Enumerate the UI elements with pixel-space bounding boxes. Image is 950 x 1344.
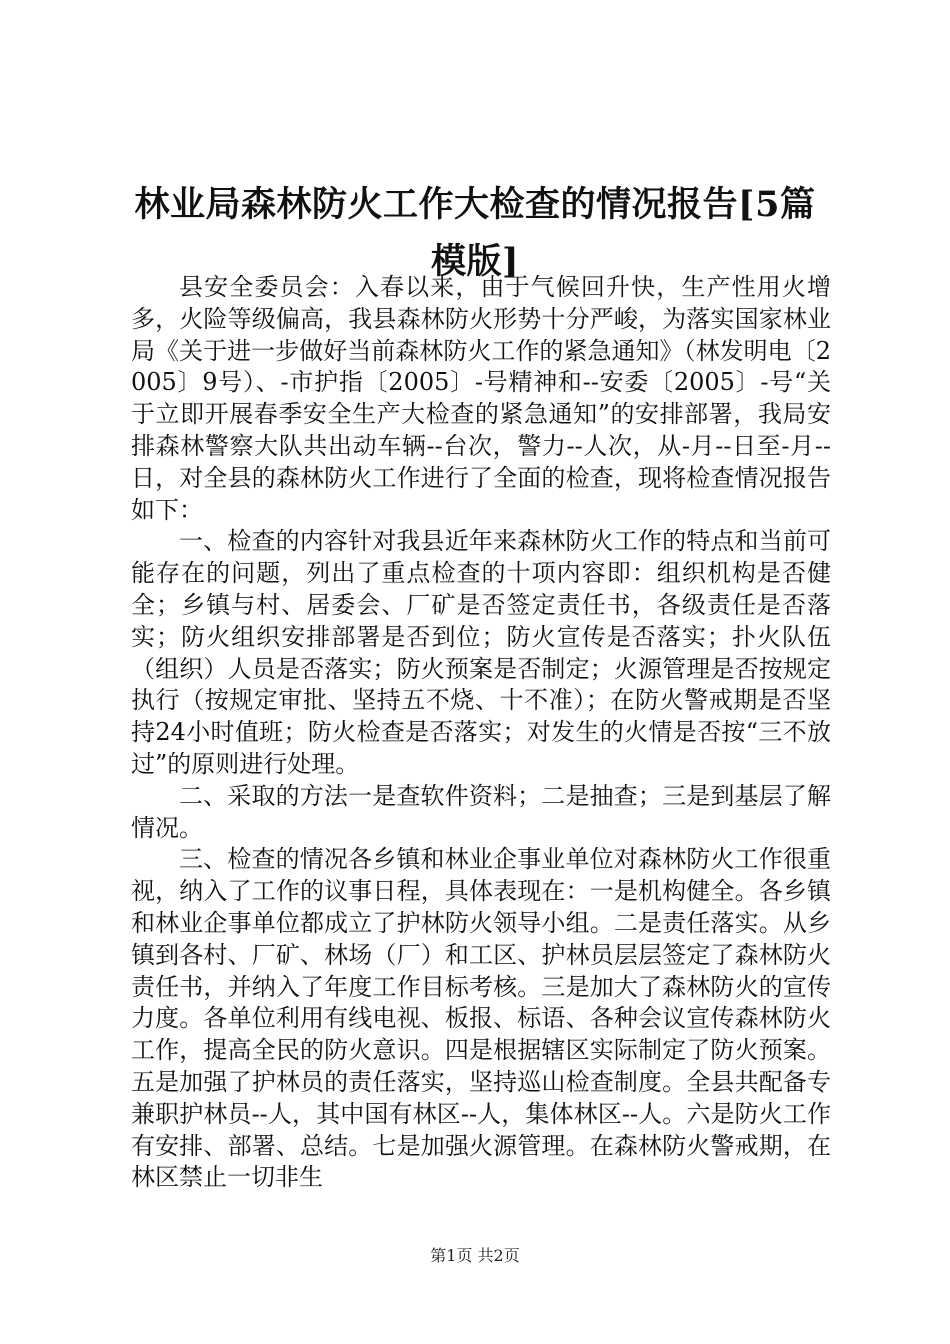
paragraph-section-3: 三、检查的情况各乡镇和林业企事业单位对森林防火工作很重视，纳入了工作的议事日程，具体表现在：一是机构健全。各乡镇和林业企事单位都成立了护林防火领导小组。二是责任落实。从乡镇到各村、厂矿、林场（厂）和工区、护林员层层签定了森林防火责任书，并纳入了年度工作目标考核。三是加大了森林防火的宣传力度。各单位利用有线电视、板报、标语、各种会议宣传森林防火工作，提高全民的防火意识。四是根据辖区实际制定了防火预案。五是加强了护林员的责任落实，坚持巡山检查制度。全县共配备专兼职护林员--人，其中国有林区--人，集体林区--人。六是防火工作有安排、部署、总结。七是加强火源管理。在森林防火警戒期，在林区禁止一切非生 xyxy=(131,845,831,1192)
paragraph-intro: 县安全委员会：入春以来，由于气候回升快，生产性用火增多，火险等级偏高，我县森林防火形势十分严峻，为落实国家林业局《关于进一步做好当前森林防火工作的紧急通知》（林发明电〔2005〕9号）、-市护指〔2005〕-号精神和--安委〔2005〕-号“关于立即开展春季安全生产大检查的紧急通知”的安排部署，我局安排森林警察大队共出动车辆--台次，警力--人次，从-月--日至-月--日，对全县的森林防火工作进行了全面的检查，现将检查情况报告如下： xyxy=(131,273,831,524)
page-number-footer: 第1页 共2页 xyxy=(430,1246,520,1265)
paragraph-section-2: 二、采取的方法一是查软件资料；二是抽查；三是到基层了解情况。 xyxy=(131,781,831,842)
document-body xyxy=(131,272,831,1194)
paragraph-section-1: 一、检查的内容针对我县近年来森林防火工作的特点和当前可能存在的问题，列出了重点检查的十项内容即：组织机构是否健全；乡镇与村、居委会、厂矿是否签定责任书，各级责任是否落实；防火组织安排部署是否到位；防火宣传是否落实；扑火队伍（组织）人员是否落实；防火预案是否制定；火源管理是否按规定执行（按规定审批、坚持五不烧、十不准）；在防火警戒期是否坚持24小时值班；防火检查是否落实；对发生的火情是否按“三不放过”的原则进行处理。 xyxy=(131,527,831,778)
document-title: 林业局森林防火工作大检查的情况报告[5篇模版] xyxy=(134,184,816,282)
